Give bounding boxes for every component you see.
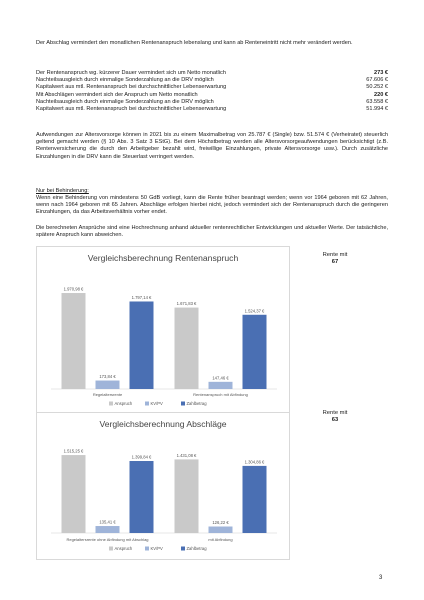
data-label: 1.524,37 € <box>244 308 265 314</box>
summary-value: 67.606 € <box>366 77 388 84</box>
summary-label: Kapitalwert aus mtl. Rentenanspruch bei durchschnittlicher Lebenserwartung <box>36 84 227 91</box>
bar-zahlbetrag <box>130 301 154 389</box>
summary-row <box>36 77 388 84</box>
chart-title: Vergleichsberechnung Abschläge <box>99 419 227 429</box>
legend-label: Zahlbetrag <box>186 546 207 551</box>
category-label: mit Abfindung <box>208 537 233 542</box>
projection-paragraph: Die berechneten Ansprüche sind eine Hochrechnung anhand aktueller rentenrechtlicher Entwicklungen und aktueller Werte. Der tatsächliche, spätere Anspruch kann abweichen. <box>36 225 388 239</box>
chart-rentenanspruch <box>36 246 290 413</box>
data-label: 147,46 € <box>212 375 229 381</box>
legend-label: Anspruch <box>114 401 133 406</box>
page-number: 3 <box>379 575 383 581</box>
legend-swatch <box>109 402 113 406</box>
summary-label: Der Rentenanspruch wg. kürzerer Dauer vermindert sich um Netto monatlich <box>36 70 226 76</box>
data-label: 1.431,08 € <box>176 452 197 458</box>
bar-kvpv <box>209 382 233 389</box>
legend-swatch <box>181 547 185 551</box>
data-label: 1.970,98 € <box>63 286 84 292</box>
bar-kvpv <box>96 526 120 533</box>
data-label: 1.399,84 € <box>131 454 152 460</box>
legend-swatch <box>145 547 149 551</box>
side-label-line: Rente mit <box>322 410 348 416</box>
chart-title: Vergleichsberechnung Rentenanspruch <box>87 253 239 263</box>
legend-swatch <box>181 402 185 406</box>
category-label: Regelaltersrente ohne Abfindung mit Abschlag <box>66 537 149 542</box>
legend-label: Anspruch <box>114 546 133 551</box>
side-label-line: Rente mit <box>322 252 348 258</box>
pension-paragraph: Aufwendungen zur Altersvorsorge können in 2021 bis zu einem Maximalbetrag von 25.787 € (Single) bzw. 51.574 € (Verheiratet) steuerlich geltend gemacht werden (§ 10 Abs. 3 Satz 3 EStG). Bei dem Höchstbetrag werden alle Altersvorsorgeaufwendungen berücksichtigt (z.B. Rentenversicherung die durch den Arbeitgeber bezahlt wird, freiwillige Einzahlungen, private Altersvorsorge usw.). Durch zusätzliche Einzahlungen in die DRV kann die Steuerlast verringert werden. <box>36 132 388 160</box>
side-label-age: 63 <box>331 417 339 424</box>
bar-zahlbetrag <box>130 461 154 533</box>
bar-anspruch <box>62 455 86 533</box>
chart-abschlaege <box>36 412 290 560</box>
summary-row <box>36 70 388 77</box>
bar-kvpv <box>96 381 120 389</box>
summary-value: 63.558 € <box>366 98 388 105</box>
side-label-rente-67 <box>300 252 370 267</box>
legend-swatch <box>109 547 113 551</box>
data-label: 1.515,25 € <box>63 448 84 454</box>
summary-row <box>36 99 388 106</box>
disability-paragraph: Wenn eine Behinderung von mindestens 50 GdB vorliegt, kann die Rente früher beantragt werden; wenn vor 1964 geboren mit 62 Jahren, wenn nach 1964 geboren mit 65 Jahren. Abschläge erfolgen hierbei nicht, jedoch vermindert sich der Rentenanspruch durch die geringeren Einzahlungen, da das Arbeitsverhältnis vorher endet. <box>36 195 388 216</box>
disability-heading: Nur bei Behinderung: <box>36 188 89 194</box>
legend-label: Zahlbetrag <box>186 401 207 406</box>
category-label: Rentenanspruch mit Abfindung <box>193 392 248 397</box>
summary-value: 273 € <box>374 70 388 76</box>
data-label: 126,22 € <box>212 520 229 526</box>
bar-zahlbetrag <box>243 466 267 533</box>
bar-kvpv <box>209 527 233 533</box>
chart-abschlaege-svg <box>37 413 289 559</box>
summary-row <box>36 84 388 91</box>
summary-label: Kapitalwert aus mtl. Rentenanspruch bei durchschnittlicher Lebenserwartung <box>36 105 227 112</box>
summary-table <box>36 70 388 113</box>
legend-swatch <box>145 402 149 406</box>
side-label-rente-63 <box>300 410 370 425</box>
data-label: 1.797,14 € <box>131 294 152 300</box>
summary-row <box>36 106 388 113</box>
data-label: 1.304,86 € <box>244 459 265 465</box>
summary-value: 50.252 € <box>366 84 388 91</box>
legend-label: KV/PV <box>150 546 163 551</box>
data-label: 1.671,83 € <box>176 301 197 307</box>
data-label: 135,41 € <box>99 519 116 525</box>
bar-anspruch <box>175 308 199 389</box>
data-label: 173,84 € <box>99 374 116 380</box>
bar-anspruch <box>175 459 199 533</box>
summary-label: Nachteilsausgleich durch einmalige Sonderzahlung an die DRV möglich <box>36 77 214 84</box>
summary-label: Mit Abschlägen vermindert sich der Anspruch um Netto monatlich <box>36 91 198 98</box>
bar-anspruch <box>62 293 86 389</box>
category-label: Regelaltersrente <box>92 392 123 397</box>
chart-rentenanspruch-svg <box>37 247 289 412</box>
summary-value: 51.994 € <box>366 105 388 112</box>
side-label-age: 67 <box>331 259 339 266</box>
legend-label: KV/PV <box>150 401 163 406</box>
summary-row <box>36 92 388 99</box>
summary-value: 220 € <box>374 91 388 98</box>
bar-zahlbetrag <box>243 315 267 389</box>
summary-label: Nachteilsausgleich durch einmalige Sonderzahlung an die DRV möglich <box>36 98 214 105</box>
intro-paragraph: Der Abschlag vermindert den monatlichen Rentenanspruch lebenslang und kann ab Renteneintritt nicht mehr verändert werden. <box>36 40 353 46</box>
